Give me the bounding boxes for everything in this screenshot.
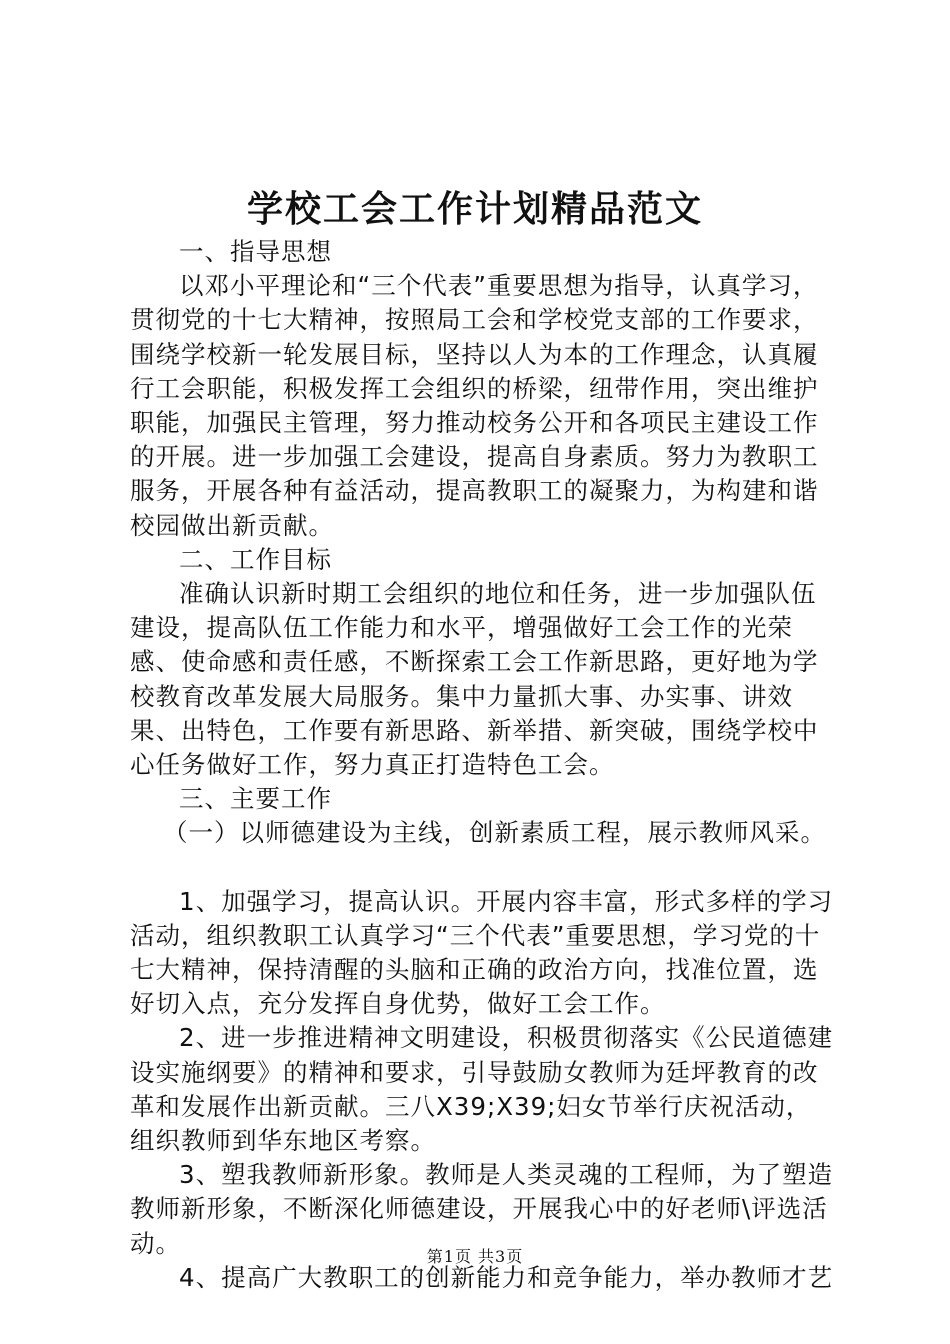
list-item: 1、加强学习，提高认识。开展内容丰富，形式多样的学习活动，组织教职工认真学习“三个代表”重要思想，学习党的十七大精神，保持清醒的头脑和正确的政治方向，找准位置，选好切入点，充分发挥自身优势，做好工会工作。 xyxy=(130,886,834,1019)
document-body xyxy=(130,235,835,1295)
list-item: 4、提高广大教职工的创新能力和竞争能力，举办教师才艺 xyxy=(179,1262,834,1292)
list-item: 3、塑我教师新形象。教师是人类灵魂的工程师，为了塑造教师新形象，不断深化师德建设，开展我心中的好老师\评选活动。 xyxy=(130,1160,834,1258)
paragraph-work-goals: 准确认识新时期工会组织的地位和任务，进一步加强队伍建设，提高队伍工作能力和水平，增强做好工会工作的光荣感、使命感和责任感，不断探索工会工作新思路，更好地为学校教育改革发展大局服务。集中力量抓大事、办实事、讲效果、出特色，工作要有新思路、新举措、新突破，围绕学校中心任务做好工作，努力真正打造特色工会。 xyxy=(130,579,819,780)
paragraph-guiding-ideology: 以邓小平理论和“三个代表”重要思想为指导，认真学习，贯彻党的十七大精神，按照局工会和学校党支部的工作要求，围绕学校新一轮发展目标，坚持以人为本的工作理念，认真履行工会职能，积极发挥工会组织的桥梁，纽带作用，突出维护职能，加强民主管理，努力推动校务公开和各项民主建设工作的开展。进一步加强工会建设，提高自身素质。努力为教职工服务，开展各种有益活动，提高教职工的凝聚力，为构建和谐校园做出新贡献。 xyxy=(130,271,819,540)
document-title: 学校工会工作计划精品范文 xyxy=(246,188,703,230)
list-item: 2、进一步推进精神文明建设，积极贯彻落实《公民道德建设实施纲要》的精神和要求，引导鼓励女教师为廷坪教育的改革和发展作出新贡献。三八X39;X39;妇女节举行庆祝活动，组织教师到华东地区考察。 xyxy=(130,1023,834,1156)
page-footer: 第1页 共3页 xyxy=(426,1247,524,1266)
section-heading-work-goals: 二、工作目标 xyxy=(179,544,332,574)
section-heading-guiding-ideology: 一、指导思想 xyxy=(179,237,332,266)
blank-line xyxy=(130,851,835,885)
section-heading-main-work: 三、主要工作 xyxy=(179,784,332,814)
subsection-heading-teacher-ethics: （一）以师德建设为主线，创新素质工程，展示教师风采。 xyxy=(163,818,826,848)
